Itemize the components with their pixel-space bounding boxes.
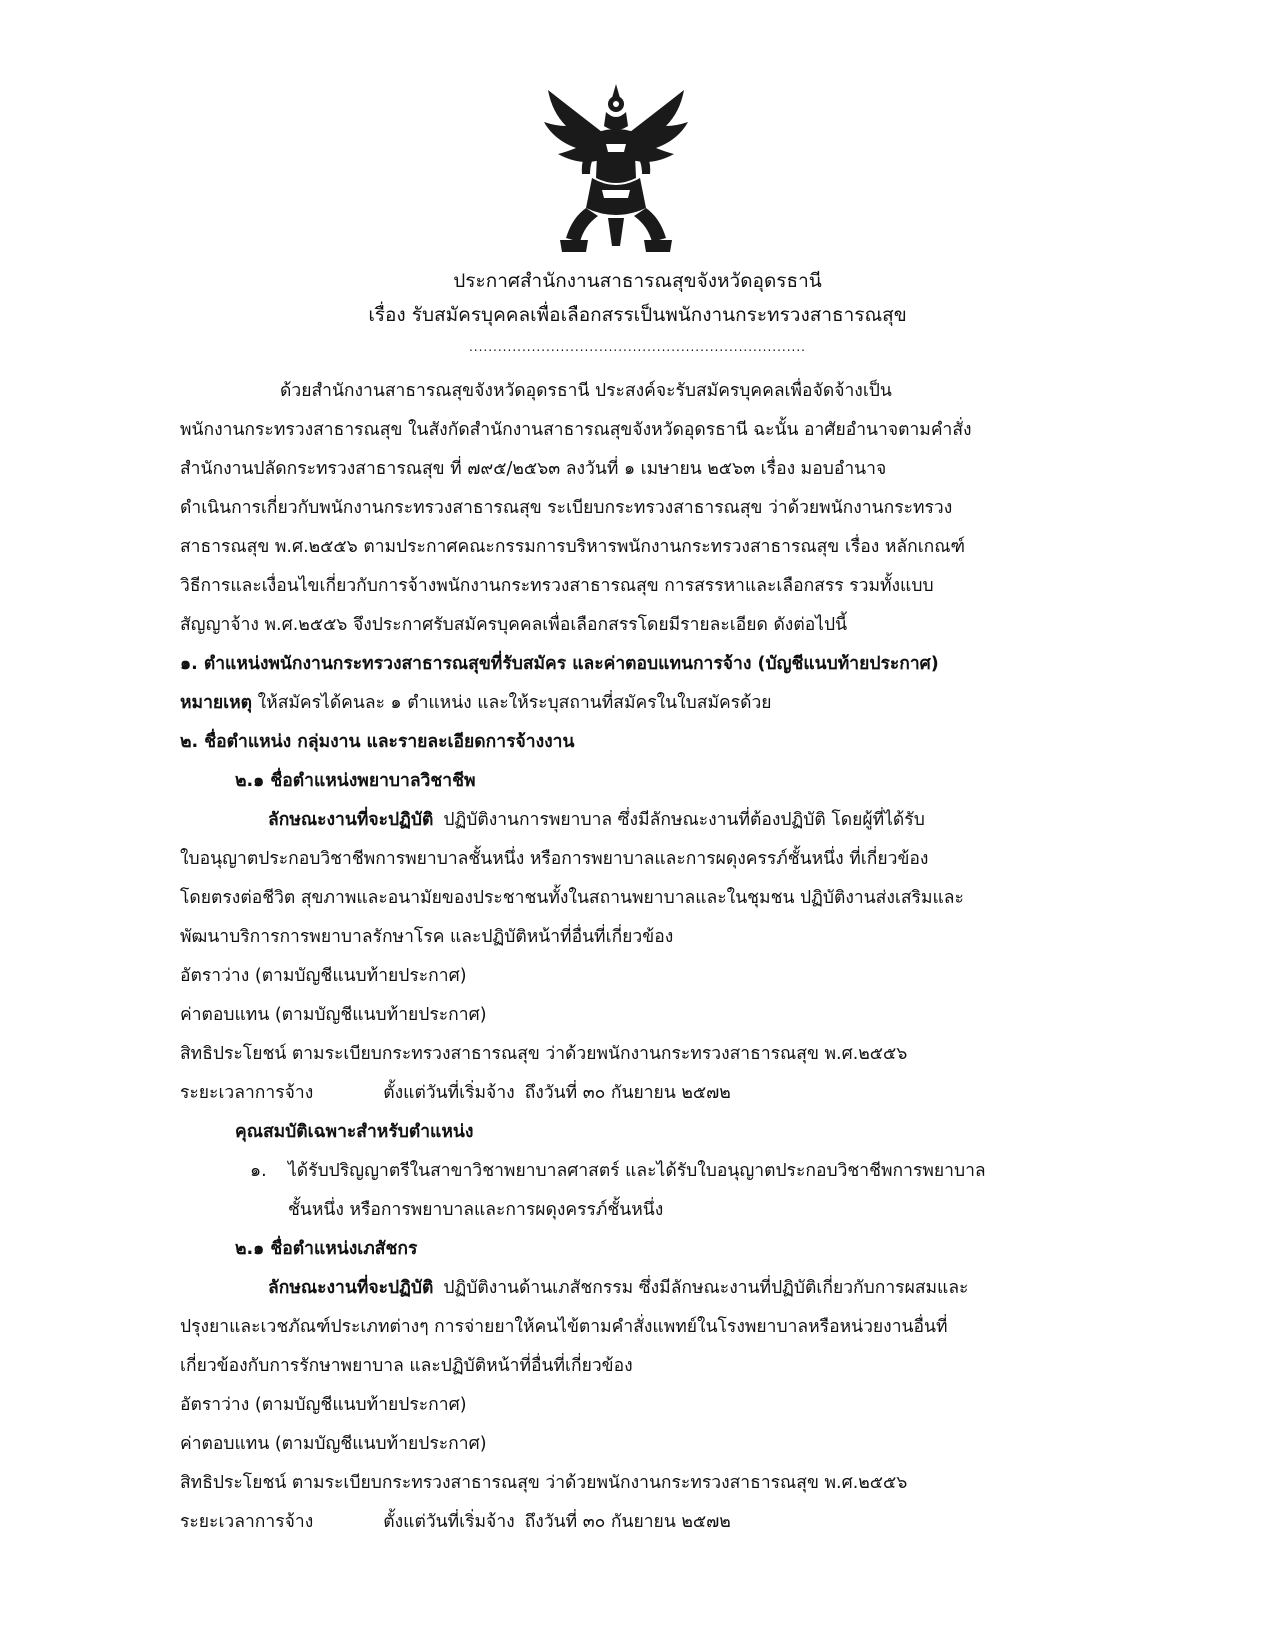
position-2-duty-line: เกี่ยวข้องกับการรักษาพยาบาล และปฏิบัติหน้าที่อื่นที่เกี่ยวข้อง <box>180 1356 633 1376</box>
intro-line: ดำเนินการเกี่ยวกับพนักงานกระทรวงสาธารณสุข ระเบียบกระทรวงสาธารณสุข ว่าด้วยพนักงานกระทรวง <box>180 498 953 518</box>
position-1-heading: ๒.๑ ชื่อตำแหน่งพยาบาลวิชาชีพ <box>235 771 476 791</box>
qualification-continuation: ชั้นหนึ่ง หรือการพยาบาลและการผดุงครรภ์ชั้นหนึ่ง <box>288 1200 664 1220</box>
duty-text: ปฏิบัติงานการพยาบาล ซึ่งมีลักษณะงานที่ต้องปฏิบัติ โดยผู้ที่ได้รับ <box>443 810 925 830</box>
section-1-note <box>180 684 1080 723</box>
intro-line: สาธารณสุข พ.ศ.๒๕๕๖ ตามประกาศคณะกรรมการบริหารพนักงานกระทรวงสาธารณสุข เรื่อง หลักเกณฑ์ <box>180 537 966 557</box>
position-1-period <box>180 1074 1080 1113</box>
period-label: ระยะเวลาการจ้าง <box>180 1512 314 1532</box>
intro-line: สำนักงานปลัดกระทรวงสาธารณสุข ที่ ๗๙๕/๒๕๖๓ ลงวันที่ ๑ เมษายน ๒๕๖๓ เรื่อง มอบอำนาจ <box>180 459 887 479</box>
position-1-vacancy: อัตราว่าง (ตามบัญชีแนบท้ายประกาศ) <box>180 966 467 986</box>
position-1-benefit: สิทธิประโยชน์ ตามระเบียบกระทรวงสาธารณสุข ว่าด้วยพนักงานกระทรวงสาธารณสุข พ.ศ.๒๕๕๖ <box>180 1044 908 1064</box>
position-2-benefit: สิทธิประโยชน์ ตามระเบียบกระทรวงสาธารณสุข ว่าด้วยพนักงานกระทรวงสาธารณสุข พ.ศ.๒๕๕๖ <box>180 1473 908 1493</box>
document-body <box>180 372 1080 1542</box>
duty-label: ลักษณะงานที่จะปฏิบัติ <box>268 1278 434 1298</box>
announcement-subject: เรื่อง รับสมัครบุคคลเพื่อเลือกสรรเป็นพนักงานกระทรวงสาธารณสุข <box>368 304 907 326</box>
position-2-pay: ค่าตอบแทน (ตามบัญชีแนบท้ายประกาศ) <box>180 1434 487 1454</box>
note-label: หมายเหตุ <box>180 693 253 713</box>
position-1-pay: ค่าตอบแทน (ตามบัญชีแนบท้ายประกาศ) <box>180 1005 487 1025</box>
position-1-duty-first <box>180 801 1080 840</box>
intro-line: สัญญาจ้าง พ.ศ.๒๕๕๖ จึงประกาศรับสมัครบุคคลเพื่อเลือกสรรโดยมีรายละเอียด ดังต่อไปนี้ <box>180 615 848 635</box>
position-2-period <box>180 1503 1080 1542</box>
qualification-heading: คุณสมบัติเฉพาะสำหรับตำแหน่ง <box>235 1122 474 1142</box>
intro-line: พนักงานกระทรวงสาธารณสุข ในสังกัดสำนักงานสาธารณสุขจังหวัดอุดรธานี ฉะนั้น อาศัยอำนาจตามคำสั่ง <box>180 420 972 440</box>
section-2-heading: ๒. ชื่อตำแหน่ง กลุ่มงาน และรายละเอียดการจ้างงาน <box>180 732 575 752</box>
period-start: ตั้งแต่วันที่เริ่มจ้าง <box>383 1083 515 1103</box>
position-1-duty-line: พัฒนาบริการการพยาบาลรักษาโรค และปฏิบัติหน้าที่อื่นที่เกี่ยวข้อง <box>180 927 674 947</box>
dotted-divider: ...................................................................... <box>468 340 806 354</box>
qualification-item <box>180 1152 1080 1191</box>
period-end: ถึงวันที่ ๓๐ กันยายน ๒๕๗๒ <box>524 1083 731 1103</box>
section-1-heading: ๑. ตำแหน่งพนักงานกระทรวงสาธารณสุขที่รับสมัคร และค่าตอบแทนการจ้าง (บัญชีแนบท้ายประกาศ) <box>180 654 939 674</box>
position-2-vacancy: อัตราว่าง (ตามบัญชีแนบท้ายประกาศ) <box>180 1395 467 1415</box>
position-2-duty-first <box>180 1269 1080 1308</box>
intro-line: ด้วยสำนักงานสาธารณสุขจังหวัดอุดรธานี ประสงค์จะรับสมัครบุคคลเพื่อจัดจ้างเป็น <box>280 381 892 401</box>
intro-line: วิธีการและเงื่อนไขเกี่ยวกับการจ้างพนักงานกระทรวงสาธารณสุข การสรรหาและเลือกสรร รวมทั้งแบบ <box>180 576 934 596</box>
garuda-emblem-icon <box>536 82 696 258</box>
note-text: ให้สมัครได้คนละ ๑ ตำแหน่ง และให้ระบุสถานที่สมัครในใบสมัครด้วย <box>252 693 772 713</box>
qualification-number: ๑. <box>250 1161 267 1181</box>
position-2-duty-line: ปรุงยาและเวชภัณฑ์ประเภทต่างๆ การจ่ายยาให้คนไข้ตามคำสั่งแพทย์ในโรงพยาบาลหรือหน่วยงานอื่นที่ <box>180 1317 948 1337</box>
qualification-text: ได้รับปริญญาตรีในสาขาวิชาพยาบาลศาสตร์ และได้รับใบอนุญาตประกอบวิชาชีพการพยาบาล <box>288 1161 986 1181</box>
position-1-duty-line: ใบอนุญาตประกอบวิชาชีพการพยาบาลชั้นหนึ่ง หรือการพยาบาลและการผดุงครรภ์ชั้นหนึ่ง ที่เกี่ยวข้อง <box>180 849 929 869</box>
period-start: ตั้งแต่วันที่เริ่มจ้าง <box>383 1512 515 1532</box>
position-1-duty-line: โดยตรงต่อชีวิต สุขภาพและอนามัยของประชาชนทั้งในสถานพยาบาลและในชุมชน ปฏิบัติงานส่งเสริมและ <box>180 888 964 908</box>
position-2-heading: ๒.๑ ชื่อตำแหน่งเภสัชกร <box>235 1239 418 1259</box>
period-label: ระยะเวลาการจ้าง <box>180 1083 314 1103</box>
period-end: ถึงวันที่ ๓๐ กันยายน ๒๕๗๒ <box>524 1512 731 1532</box>
duty-label: ลักษณะงานที่จะปฏิบัติ <box>268 810 434 830</box>
announcement-title: ประกาศสำนักงานสาธารณสุขจังหวัดอุดรธานี <box>453 270 822 292</box>
duty-text: ปฏิบัติงานด้านเภสัชกรรม ซึ่งมีลักษณะงานที่ปฏิบัติเกี่ยวกับการผสมและ <box>443 1278 969 1298</box>
